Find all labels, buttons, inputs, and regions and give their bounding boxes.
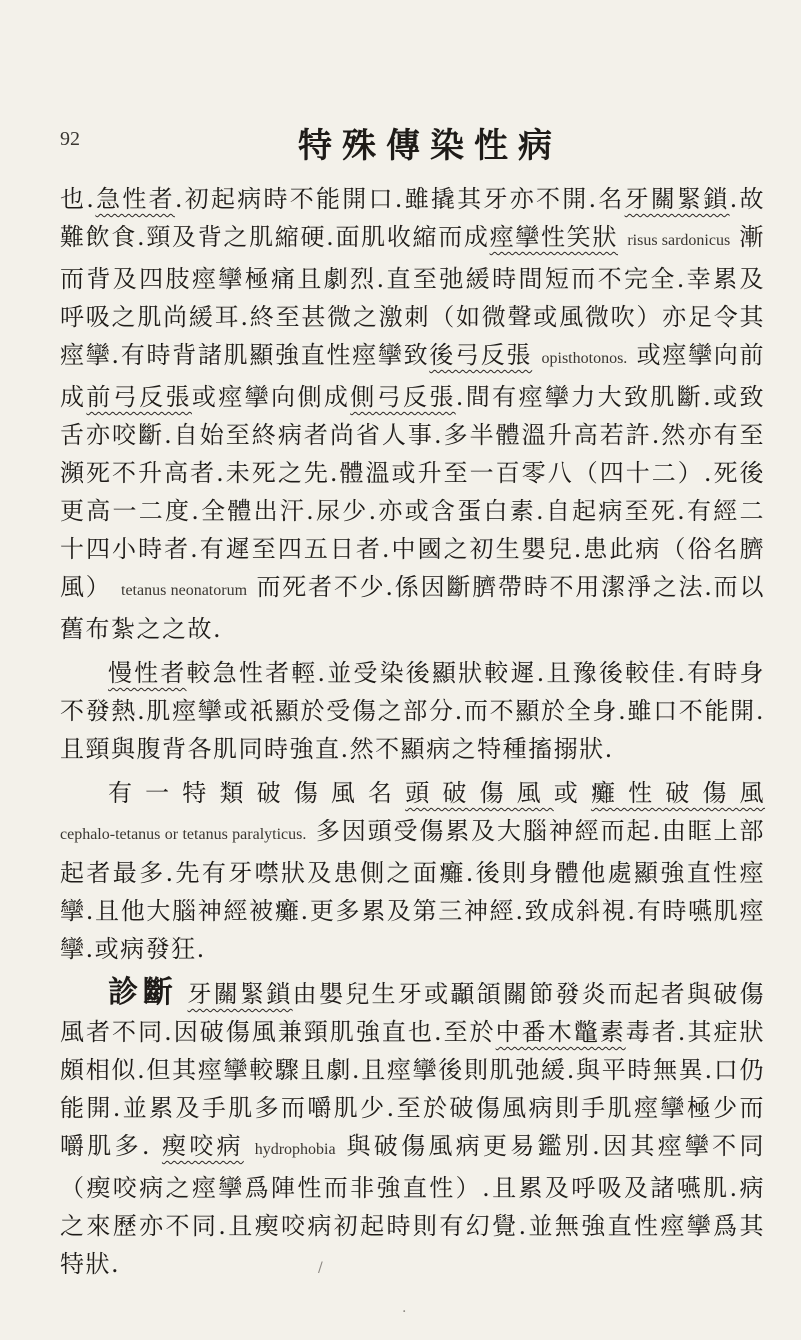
term-paralytic-tetanus: 癱性破傷風 — [590, 779, 766, 807]
text-run: 由嬰兒生牙或顳頜關節發炎而起者與破傷風者不同.因破傷風兼頸肌強直也.至於 — [60, 980, 766, 1046]
running-title: 特殊傳染性病 — [298, 126, 562, 166]
paragraph-diagnosis — [60, 974, 765, 1283]
text-run: 也. — [60, 185, 96, 213]
text-run: 或痙攣向側成 — [191, 383, 351, 411]
text-run: 漸而背及四肢痙攣極痛且劇烈.直至弛緩時間短而不完全.幸累及呼吸之肌尚緩耳.終至甚微之激刺（如微聲或風微吹）亦足令其痙攣.有時背諸肌顯強直性痙攣致 — [60, 223, 766, 369]
body-text — [60, 180, 765, 1283]
term-emprosthotonos: 前弓反張 — [86, 383, 192, 411]
text-run: .初起病時不能開口.雖撬其牙亦不開.名 — [174, 185, 625, 213]
text-run: 或痙攣向前成 — [60, 341, 765, 411]
section-heading-diagnosis: 診斷 — [108, 975, 178, 1010]
latin-term: hydrophobia — [254, 1141, 336, 1158]
latin-term: cephalo-tetanus or tetanus paralyticus. — [60, 826, 307, 843]
text-run: .故難飲食.頸及背之肌縮硬.面肌收縮而成 — [60, 185, 765, 251]
text-run: 毒者.其症狀頗相似.但其痙攣較驟且劇.且痙攣後則肌弛緩.與平時無異.口仍能開.並累及手肌多而嚼肌少.至於破傷風病則手肌痙攣極少而嚼肌多. — [60, 1018, 765, 1160]
text-run: 多因頭受傷累及大腦神經而起.由眶上部起者最多.先有牙噤狀及患側之面癱.後則身體他處顯強直性痙攣.且他大腦神經被癱.更多累及第三神經.致成斜視.有時嚥肌痙攣.或病發狂. — [60, 817, 765, 963]
text-run: 或 — [553, 779, 591, 807]
latin-term: risus sardonicus — [627, 232, 731, 249]
term-head-tetanus: 頭破傷風 — [405, 779, 554, 807]
text-run: .間有痙攣力大致肌斷.或致舌亦咬斷.自始至終病者尚省人事.多半體溫升高若許.然亦有至瀕死不升高者.未死之先.體溫或升至一百零八（四十二）.死後更高一二度.全體出汗.尿少.亦或含蛋白素.自起病至死.有經二十四小時者.有遲至四五日者.中國之初生嬰兒.患此病（俗名臍風） — [60, 383, 766, 601]
term-rabies: 瘈咬病 — [161, 1132, 244, 1160]
text-run: 較急性者輕.並受染後顯狀較遲.且豫後較佳.有時身不發熱.肌痙攣或祇顯於受傷之部分.而不顯於全身.雖口不能開.且頸與腹背各肌同時強直.然不顯病之特種搐搦狀. — [60, 659, 766, 763]
latin-term: tetanus neonatorum — [121, 582, 248, 599]
term-acute: 急性者 — [95, 185, 175, 213]
term-trismus: 牙關緊鎖 — [187, 980, 293, 1008]
page-header — [60, 118, 760, 168]
paragraph-chronic — [60, 654, 765, 768]
paper-mark: · — [402, 1304, 407, 1320]
term-chronic: 慢性者 — [108, 659, 187, 687]
text-run: 與破傷風病更易鑑別.因其痙攣不同（瘈咬病之痙攣爲陣性而非強直性）.且累及呼吸及諸嚥肌.病之來歷亦不同.且瘈咬病初起時則有幻覺.並無強直性痙攣爲其特狀. — [60, 1132, 765, 1278]
term-pleurothotonos: 側弓反張 — [350, 383, 456, 411]
text-run: 而死者不少.係因斷臍帶時不用潔淨之法.而以舊布紮之之故. — [60, 573, 765, 643]
term-trismus: 牙關緊鎖 — [624, 185, 730, 213]
paper-mark: / — [318, 1260, 323, 1276]
text-run: 有一特類破傷風名 — [108, 779, 406, 807]
term-opisthotonos: 後弓反張 — [429, 341, 533, 369]
term-strychnine: 中番木鼈素 — [495, 1018, 626, 1046]
page-number: 92 — [60, 128, 80, 150]
paragraph-cephalic — [60, 774, 765, 968]
term-sardonic-smile: 痙攣性笑狀 — [489, 223, 619, 251]
latin-term: opisthotonos. — [541, 350, 628, 367]
paragraph-acute — [60, 180, 765, 648]
